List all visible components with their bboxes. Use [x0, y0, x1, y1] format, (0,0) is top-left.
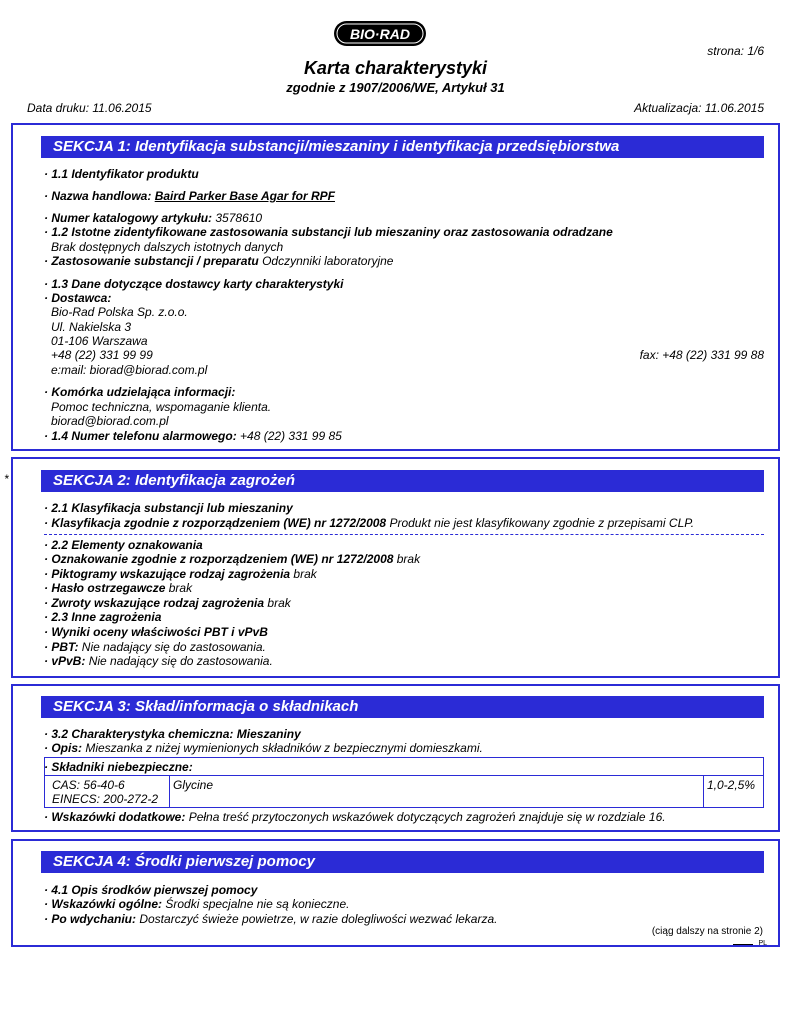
s2-other-hazards: · 2.3 Inne zagrożenia [44, 610, 162, 624]
s2-pictograms: · Piktogramy wskazujące rodzaj zagrożenia brak [44, 567, 317, 581]
s2-pbt-heading: · Wyniki oceny właściwości PBT i vPvB [44, 625, 268, 639]
s3-additional-info: · Wskazówki dodatkowe: Pełna treść przytoczonych wskazówek dotyczących zagrożeń znajduje się w rozdziale 16. [44, 810, 666, 824]
cas-number: CAS: 56-40-6 [52, 778, 125, 792]
s4-first-aid: · 4.1 Opis środków pierwszej pomocy [44, 883, 258, 897]
s1-fax: fax: +48 (22) 331 99 88 [639, 348, 764, 362]
s1-info-label: · Komórka udzielająca informacji: [44, 385, 236, 399]
s1-relevant-uses: · 1.2 Istotne zidentyfikowane zastosowania substancji lub mieszaniny oraz zastosowania odradzane [44, 225, 613, 239]
s3-description: · Opis: Mieszanka z niżej wymienionych składników z bezpiecznymi domieszkami. [44, 741, 483, 755]
component-concentration: 1,0-2,5% [707, 778, 756, 792]
s1-email: e:mail: biorad@biorad.com.pl [51, 363, 208, 377]
language-code: PL [758, 940, 767, 947]
s1-trade-name: · Nazwa handlowa: Baird Parker Base Agar for RPF [44, 189, 335, 203]
section-1-heading: SEKCJA 1: Identyfikacja substancji/mieszaniny i identyfikacja przedsiębiorstwa [41, 136, 764, 158]
s2-label-elements: · 2.2 Elementy oznakowania [44, 538, 203, 552]
s1-supplier-label: · Dostawca: [44, 291, 112, 305]
print-date: Data druku: 11.06.2015 [27, 101, 152, 115]
s1-address-3: 01-106 Warszawa [51, 334, 148, 348]
s1-emergency-phone: · 1.4 Numer telefonu alarmowego: +48 (22) 331 99 85 [44, 429, 342, 443]
update-date: Aktualizacja: 11.06.2015 [634, 101, 764, 115]
s1-catalog-number: · Numer katalogowy artykułu: 3578610 [44, 211, 263, 225]
s1-no-data: Brak dostępnych dalszych istotnych danych [51, 240, 284, 254]
revision-marker: * [4, 472, 9, 486]
trade-name-value: Baird Parker Base Agar for RPF [154, 189, 335, 203]
s2-classification: · 2.1 Klasyfikacja substancji lub mieszaniny [44, 501, 293, 515]
page-number: strona: 1/6 [707, 44, 764, 58]
section-3-heading: SEKCJA 3: Skład/informacja o składnikach [41, 696, 764, 718]
s1-info-1: Pomoc techniczna, wspomaganie klienta. [51, 400, 272, 414]
einecs-number: EINECS: 200-272-2 [52, 792, 159, 806]
bio-rad-logo [333, 20, 427, 47]
s1-phone: +48 (22) 331 99 99 [51, 348, 153, 362]
table-header: · Składniki niebezpieczne: [44, 760, 193, 774]
s4-general: · Wskazówki ogólne: Środki specjalne nie są konieczne. [44, 897, 350, 911]
s2-hazard-statements: · Zwroty wskazujące rodzaj zagrożenia brak [44, 596, 291, 610]
section-4-heading: SEKCJA 4: Środki pierwszej pomocy [41, 851, 764, 873]
s4-inhalation: · Po wdychaniu: Dostarczyć świeże powietrze, w razie dolegliwości wezwać lekarza. [44, 912, 498, 926]
s2-signal-word: · Hasło ostrzegawcze brak [44, 581, 193, 595]
s2-clp: · Klasyfikacja zgodnie z rozporządzeniem (WE) nr 1272/2008 Produkt nie jest klasyfikowany zgodnie z przepisami CLP. [44, 516, 695, 530]
document-title: Karta charakterystyki [303, 58, 488, 78]
s2-vpvb: · vPvB: Nie nadający się do zastosowania. [44, 654, 273, 668]
s1-supplier-details: · 1.3 Dane dotyczące dostawcy karty charakterystyki [44, 277, 344, 291]
s1-info-2: biorad@biorad.com.pl [51, 414, 169, 428]
section-2-heading: SEKCJA 2: Identyfikacja zagrożeń [41, 470, 764, 492]
logo-text: BIO·RAD [350, 26, 410, 42]
component-name: Glycine [173, 778, 214, 792]
s1-address-1: Bio-Rad Polska Sp. z.o.o. [51, 305, 188, 319]
s2-pbt: · PBT: Nie nadający się do zastosowania. [44, 640, 266, 654]
s2-divider [44, 534, 764, 535]
document-subtitle: zgodnie z 1907/2006/WE, Artykuł 31 [286, 80, 505, 95]
s3-chemical-characterization: · 3.2 Charakterystyka chemiczna: Mieszaniny [44, 727, 301, 741]
s1-product-identifier: · 1.1 Identyfikator produktu [44, 167, 199, 181]
s2-labelling: · Oznakowanie zgodnie z rozporządzeniem (WE) nr 1272/2008 brak [44, 552, 421, 566]
continued-note: (ciąg dalszy na stronie 2) [651, 926, 763, 937]
s1-use: · Zastosowanie substancji / preparatu Odczynniki laboratoryjne [44, 254, 394, 268]
s1-address-2: Ul. Nakielska 3 [51, 320, 132, 334]
